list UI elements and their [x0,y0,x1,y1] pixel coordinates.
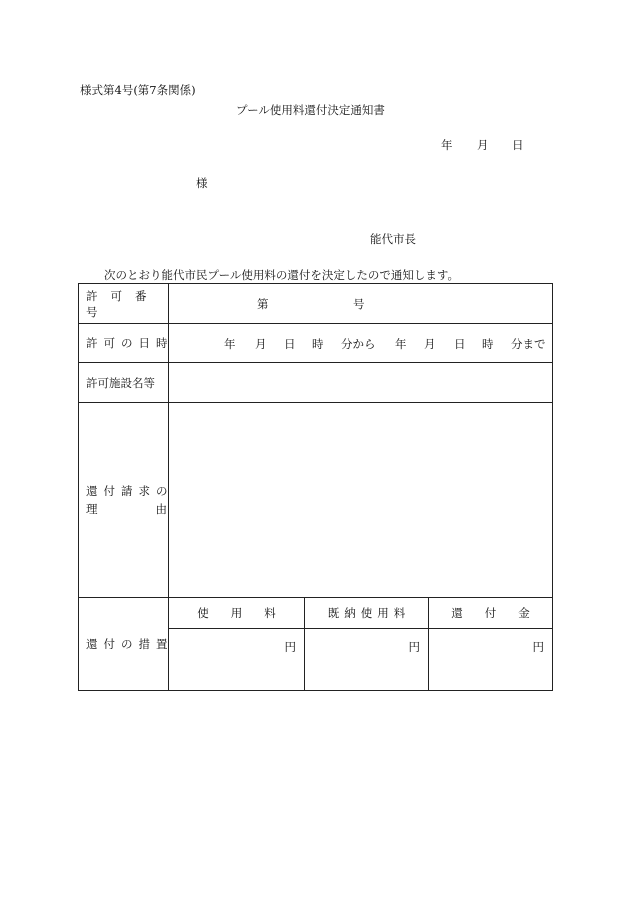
label-char: 時 [156,336,168,350]
row-permit-datetime [79,324,553,363]
to-hour: 時 [482,337,494,351]
paid-fee-yen: 円 [408,640,420,654]
label-char: 可 [110,288,122,303]
label-char: の [156,484,168,498]
label-char: の [121,336,133,350]
permit-number-go: 号 [353,297,365,311]
form-number: 様式第4号(第7条関係) [80,83,196,97]
to-month: 月 [424,337,436,351]
label-char: 可 [103,336,115,350]
addressee-suffix: 様 [196,176,208,190]
from-hour: 時 [312,337,324,351]
usage-fee-amount-field[interactable] [169,629,305,691]
header-char: 使 [197,606,209,620]
header-char: 料 [264,606,276,620]
refund-label [79,598,169,691]
header-char: 既 [327,606,340,620]
intro-text: 次のとおり能代市民プール使用料の還付を決定したので通知します。 [104,268,460,282]
row-permit-number [79,284,553,324]
refund-amount-yen: 円 [532,640,545,654]
label-char: 求 [138,484,150,498]
from-day: 日 [284,337,296,351]
row-reason [79,403,553,598]
usage-fee-yen: 円 [284,640,296,654]
paid-fee-header [305,598,429,629]
header-char: 納 [344,606,356,620]
notice-table [78,283,553,691]
reason-label-line2 [86,501,168,517]
from-minute: 分から [341,337,376,351]
permit-datetime-field[interactable] [169,324,553,363]
permit-datetime-label [79,324,169,363]
paid-fee-amount-field[interactable] [305,629,429,691]
reason-label [79,403,169,598]
label-char: 還 [86,637,98,651]
label-char: 番 [135,288,147,303]
facility-label: 許可施設名等 [79,363,169,403]
permit-number-label [79,284,169,324]
label-char: 由 [155,502,167,516]
reason-label-line1 [86,483,168,499]
permit-number-field[interactable] [169,284,553,324]
to-minute: 分まで [511,337,546,351]
refund-amount-header [429,598,553,629]
header-char: 金 [518,606,530,620]
header-char: 還 [451,606,463,620]
header-char: 付 [484,606,497,620]
row-refund-headers [79,598,553,629]
facility-field[interactable] [169,363,553,403]
date-year-label: 年 [441,138,453,152]
label-char: 置 [156,637,168,651]
label-char: 号 [86,304,98,319]
from-year: 年 [224,337,236,351]
label-char: 付 [103,637,115,651]
header-char: 用 [230,606,243,620]
row-facility [79,363,553,403]
header-char: 用 [377,606,389,620]
issuer-name: 能代市長 [370,232,416,246]
reason-field[interactable] [169,403,553,598]
label-char: 許 [86,288,98,303]
date-month-label: 月 [477,138,489,152]
to-year: 年 [395,337,407,351]
label-char: 日 [138,336,150,350]
to-day: 日 [454,337,466,351]
permit-number-dai: 第 [257,297,269,311]
date-day-label: 日 [512,138,524,152]
header-char: 料 [393,606,406,620]
label-char: 付 [103,484,115,498]
usage-fee-header [169,598,305,629]
label-char: 請 [121,484,133,498]
label-char: 許 [86,336,98,350]
document-title: プール使用料還付決定通知書 [236,103,385,117]
label-char: 還 [86,484,98,498]
label-char: 措 [138,637,150,651]
label-char: の [121,637,133,651]
from-month: 月 [255,337,267,351]
refund-amount-field[interactable] [429,629,553,691]
header-char: 使 [360,606,373,620]
label-char: 理 [86,502,98,516]
